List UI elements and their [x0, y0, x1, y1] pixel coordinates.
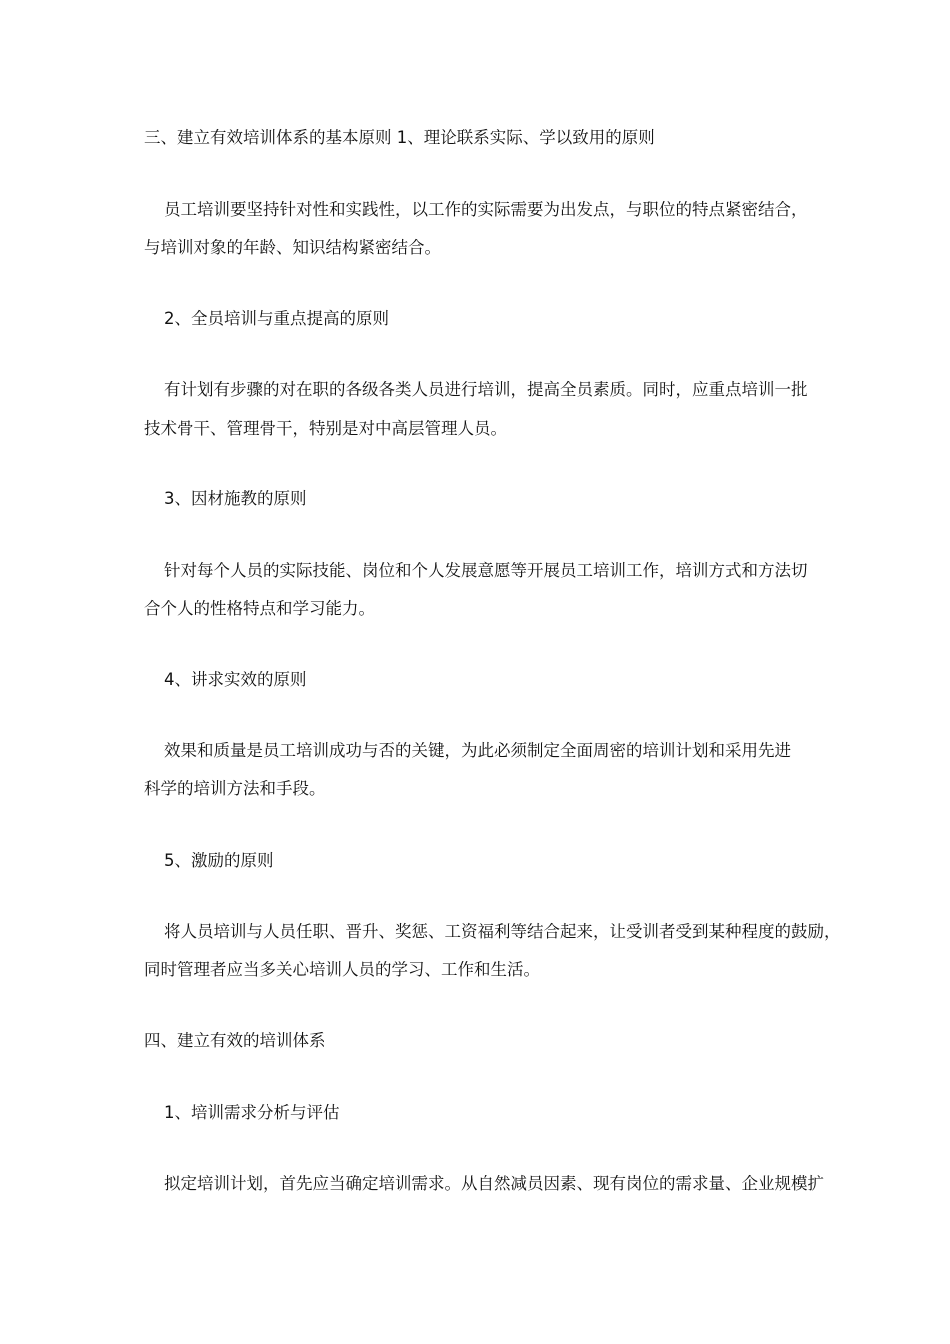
subheading-principle-2: 2、全员培训与重点提高的原则	[164, 309, 389, 328]
section-heading-principles: 三、建立有效培训体系的基本原则 1、理论联系实际、学以致用的原则	[144, 128, 655, 147]
paragraph-line: 员工培训要坚持针对性和实践性，以工作的实际需要为出发点，与职位的特点紧密结合，	[164, 200, 808, 219]
paragraph-line: 将人员培训与人员任职、晋升、奖惩、工资福利等结合起来，让受训者受到某种程度的鼓励，	[164, 922, 841, 941]
paragraph-line: 合个人的性格特点和学习能力。	[144, 599, 375, 618]
subheading-principle-5: 5、激励的原则	[164, 851, 274, 870]
paragraph-line: 科学的培训方法和手段。	[144, 779, 326, 798]
subheading-principle-4: 4、讲求实效的原则	[164, 670, 307, 689]
paragraph-line: 同时管理者应当多关心培训人员的学习、工作和生活。	[144, 960, 540, 979]
paragraph-line: 技术骨干、管理骨干，特别是对中高层管理人员。	[144, 419, 507, 438]
paragraph-line: 效果和质量是员工培训成功与否的关键，为此必须制定全面周密的培训计划和采用先进	[164, 741, 791, 760]
section-heading-system: 四、建立有效的培训体系	[144, 1031, 326, 1050]
paragraph-line: 针对每个人员的实际技能、岗位和个人发展意愿等开展员工培训工作，培训方式和方法切	[164, 561, 808, 580]
subheading-principle-3: 3、因材施教的原则	[164, 489, 307, 508]
subheading-needs-analysis: 1、培训需求分析与评估	[164, 1103, 340, 1122]
paragraph-line: 拟定培训计划，首先应当确定培训需求。从自然减员因素、现有岗位的需求量、企业规模扩	[164, 1174, 824, 1193]
paragraph-line: 有计划有步骤的对在职的各级各类人员进行培训，提高全员素质。同时，应重点培训一批	[164, 380, 808, 399]
paragraph-line: 与培训对象的年龄、知识结构紧密结合。	[144, 238, 441, 257]
